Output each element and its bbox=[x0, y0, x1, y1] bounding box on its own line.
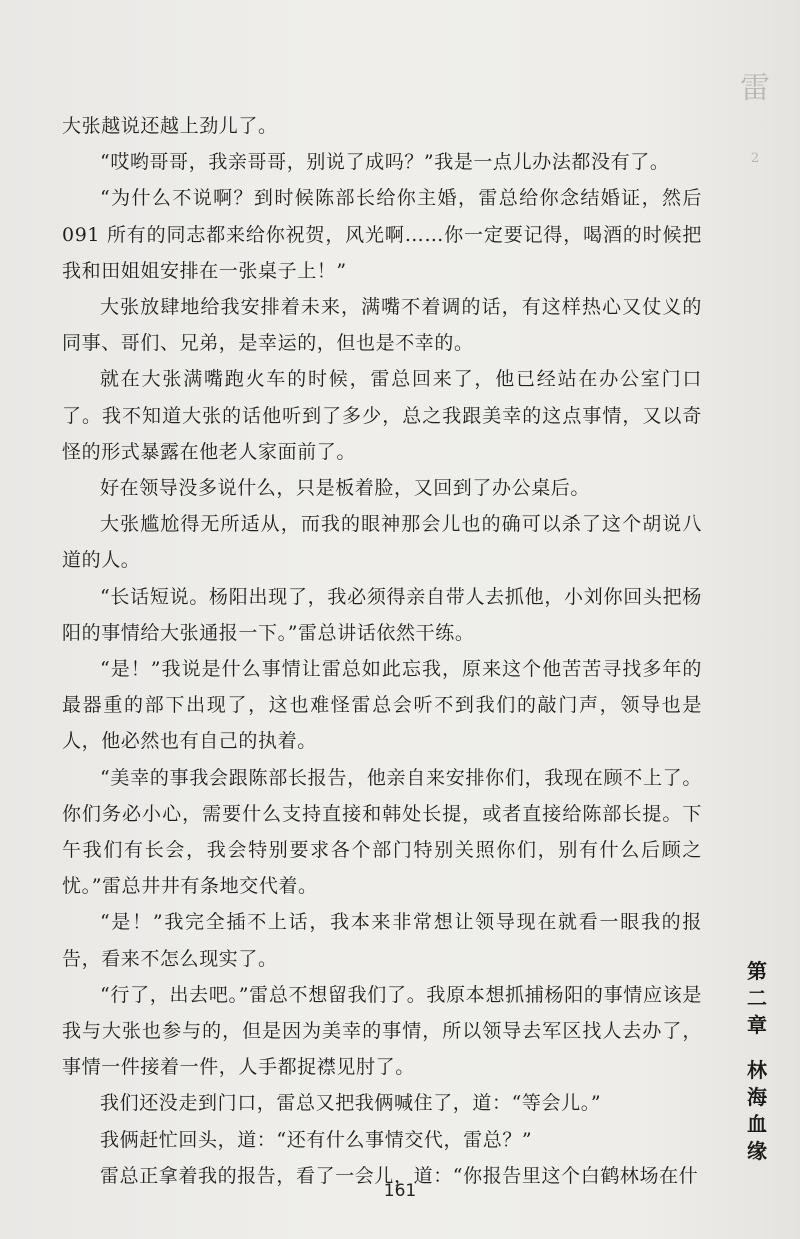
paragraph: “哎哟哥哥，我亲哥哥，别说了成吗？”我是一点儿办法都没有了。 bbox=[100, 151, 670, 174]
paragraph: “为什么不说啊？到时候陈部长给你主婚，雷总给你念结婚证，然后 091 所有的同志都来给你祝贺，风光啊……你一定要记得，喝酒的时候把我和田姐姐安排在一张桌子上！” bbox=[62, 187, 702, 282]
chapter-title-char: 林 bbox=[747, 1058, 767, 1082]
paragraph: 就在大张满嘴跑火车的时候，雷总回来了，他已经站在办公室门口了。我不知道大张的话他听到了多少，总之我跟美幸的这点事情，又以奇怪的形式暴露在他老人家面前了。 bbox=[62, 368, 702, 463]
paragraph: “是！”我完全插不上话，我本来非常想让领导现在就看一眼我的报告，看来不怎么现实了。 bbox=[62, 911, 702, 970]
paragraph: 雷总正拿着我的报告，看了一会儿，道：“你报告里这个白鹤林场在什 bbox=[100, 1164, 699, 1187]
paragraph: 大张越说还越上劲儿了。 bbox=[62, 115, 278, 137]
chapter-char: 二 bbox=[747, 986, 767, 1010]
paragraph: 我俩赶忙回头，道：“还有什么事情交代，雷总？” bbox=[100, 1128, 533, 1151]
paragraph: “是！”我说是什么事情让雷总如此忘我，原来这个他苦苦寻找多年的最器重的部下出现了，这也难怪雷总会听不到我们的敲门声，领导也是人，他必然也有自己的执着。 bbox=[62, 658, 702, 753]
header-mark-char: 雷 bbox=[740, 71, 770, 106]
paragraph: “美幸的事我会跟陈部长报告，他亲自来安排你们，我现在顾不上了。你们务必小心，需要什么支持直接和韩处长提，或者直接给陈部长提。下午我们有长会，我会特别要求各个部门特别关照你们，别有什么后顾之忧。”雷总井井有条地交代着。 bbox=[62, 766, 702, 898]
chapter-title-char: 缘 bbox=[747, 1139, 767, 1163]
paragraph: 我们还没走到门口，雷总又把我俩喊住了，道：“等会儿。” bbox=[100, 1092, 602, 1115]
page-number: 161 bbox=[383, 1181, 417, 1201]
chapter-gap bbox=[742, 1039, 772, 1057]
chapter-sidebar bbox=[742, 958, 772, 1165]
chapter-title-char: 血 bbox=[747, 1112, 767, 1136]
paragraph: “长话短说。杨阳出现了，我必须得亲自带人去抓他，小刘你回头把杨阳的事情给大张通报一下。”雷总讲话依然干练。 bbox=[62, 585, 702, 644]
header-mark-small: 2 bbox=[750, 151, 760, 166]
body-text bbox=[62, 108, 702, 1194]
chapter-char: 章 bbox=[747, 1013, 767, 1037]
chapter-char: 第 bbox=[747, 959, 767, 983]
paragraph: 好在领导没多说什么，只是板着脸，又回到了办公桌后。 bbox=[100, 477, 591, 500]
paragraph: “行了，出去吧。”雷总不想留我们了。我原本想抓捕杨阳的事情应该是我与大张也参与的，但是因为美幸的事情，所以领导去军区找人去办了，事情一件接着一件，人手都捉襟见肘了。 bbox=[62, 983, 702, 1079]
paragraph: 大张放肆地给我安排着未来，满嘴不着调的话，有这样热心又仗义的同事、哥们、兄弟，是幸运的，但也是不幸的。 bbox=[62, 296, 702, 355]
chapter-title-char: 海 bbox=[747, 1085, 767, 1109]
paragraph: 大张尴尬得无所适从，而我的眼神那会儿也的确可以杀了这个胡说八道的人。 bbox=[62, 513, 702, 572]
faded-header-mark bbox=[738, 72, 772, 168]
